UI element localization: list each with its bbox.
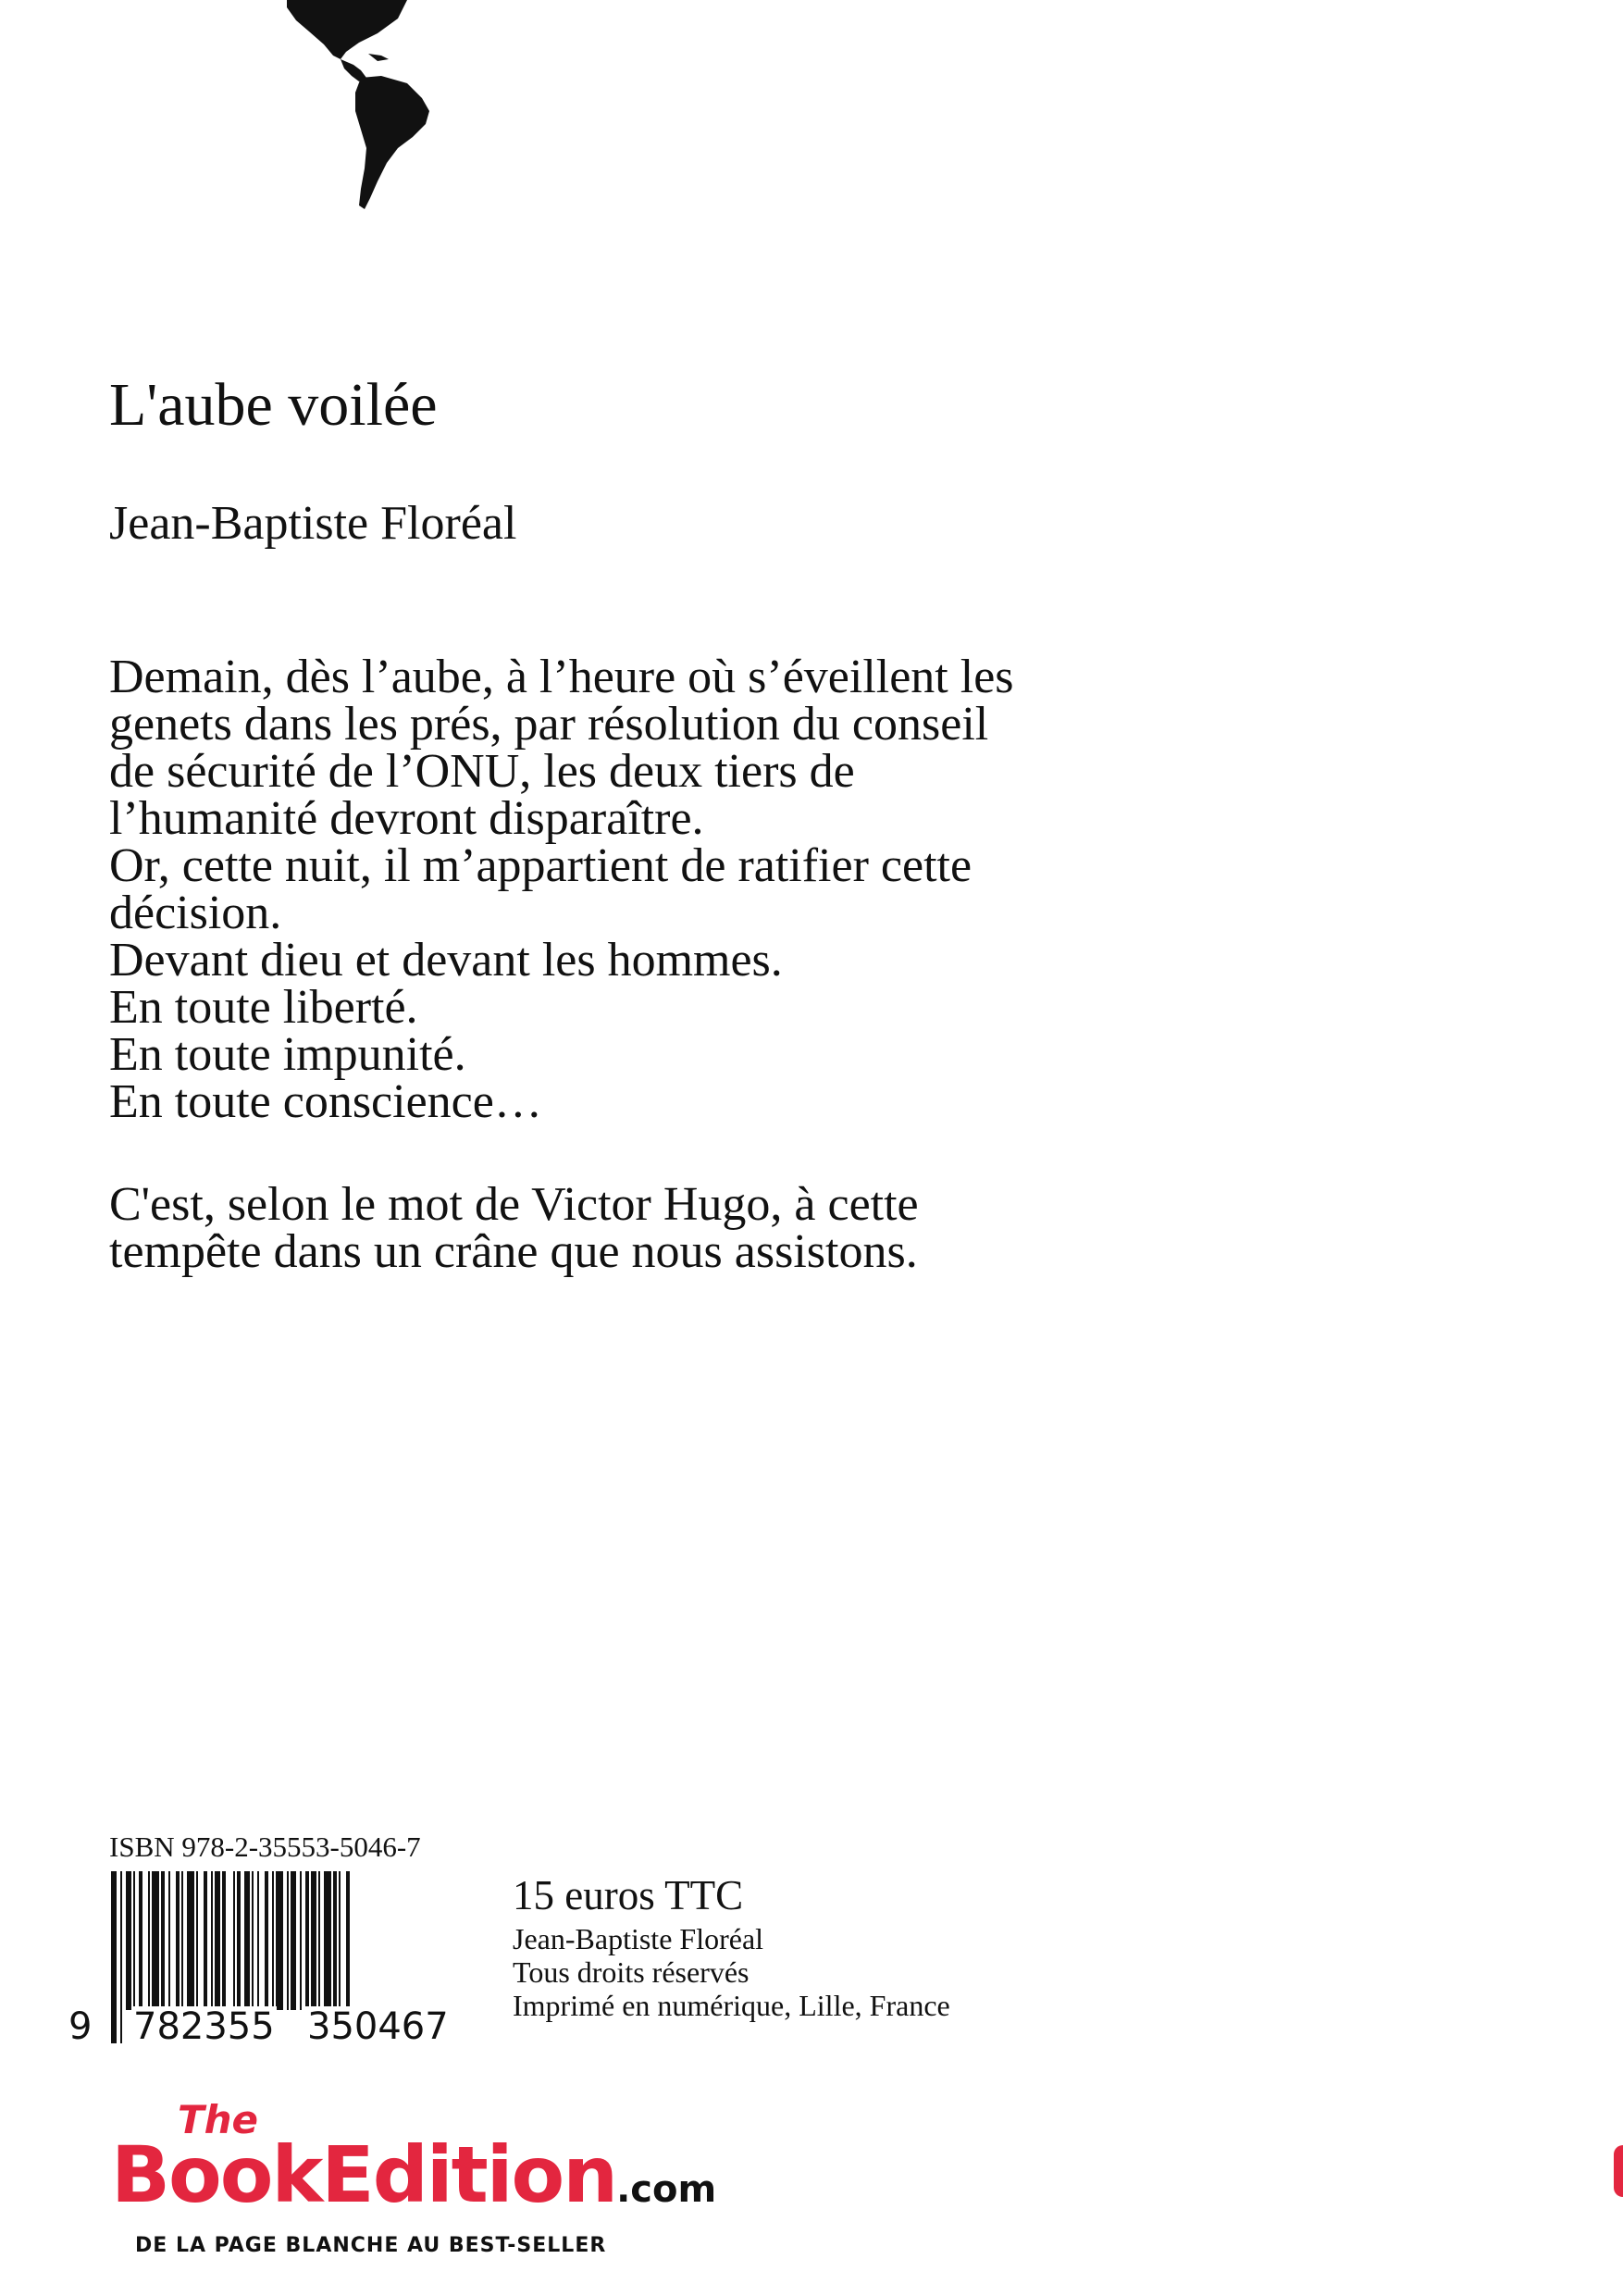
barcode-bar [168, 1871, 170, 2010]
barcode-bar [126, 1871, 131, 2010]
blurb-line: Devant dieu et devant les hommes. [109, 934, 783, 987]
barcode-digits [67, 2006, 465, 2047]
barcode-bar [204, 1871, 207, 2010]
blurb-line: genets dans les prés, par résolution du conseil [109, 698, 989, 751]
blurb-line: En toute conscience… [109, 1075, 542, 1128]
barcode-digit-group-2: 350467 [307, 2005, 449, 2048]
book-author: Jean-Baptiste Floréal [109, 497, 517, 550]
barcode-bar [265, 1871, 268, 2010]
blurb-line: Demain, dès l’aube, à l’heure où s’éveillent les [109, 651, 1014, 703]
blurb-line: de sécurité de l’ONU, les deux tiers de [109, 745, 855, 798]
logo-name: BookEdition [111, 2129, 617, 2220]
barcode-bar [311, 1871, 316, 2010]
imprint-rights: Tous droits réservés [513, 1955, 750, 1989]
imprint-author: Jean-Baptiste Floréal [513, 1922, 764, 1955]
barcode-bar [291, 1871, 296, 2010]
barcode-bar [211, 1871, 213, 2010]
isbn-label: ISBN 978-2-35553-5046-7 [109, 1831, 421, 1863]
blurb-line: En toute liberté. [109, 981, 418, 1034]
americas-map-illustration [268, 0, 490, 222]
imprint-block [513, 1922, 950, 2022]
barcode-bar [305, 1871, 309, 2010]
publisher-logo [111, 2097, 717, 2286]
barcode-digit-first: 9 [68, 2005, 93, 2048]
paragraph-gap [109, 1125, 1312, 1181]
barcode-bar [252, 1871, 254, 2010]
edge-color-mark [1614, 2145, 1623, 2197]
barcode-bar [318, 1871, 320, 2010]
barcode-bar [176, 1871, 180, 2010]
barcode-bar [152, 1871, 159, 2010]
barcode-bar [333, 1871, 337, 2010]
barcode-bar [272, 1871, 274, 2010]
blurb-line: l’humanité devront disparaître. [109, 792, 704, 845]
barcode-bar [148, 1871, 150, 2010]
back-cover-blurb [109, 651, 1312, 1278]
barcode-digit-group-1: 782355 [133, 2005, 275, 2048]
logo-tagline: DE LA PAGE BLANCHE AU BEST-SELLER [135, 2234, 607, 2257]
barcode-bar [287, 1871, 289, 2010]
barcode-bar [215, 1871, 220, 2010]
barcode-bar [244, 1871, 250, 2010]
barcode-bar [161, 1871, 165, 2010]
barcode-bar [222, 1871, 226, 2010]
barcode-bar [324, 1871, 331, 2010]
barcode-bar [133, 1871, 135, 2010]
blurb-line: décision. [109, 887, 282, 939]
price: 15 euros TTC [513, 1872, 744, 1918]
blurb-line: Or, cette nuit, il m’appartient de ratifier cette [109, 839, 973, 892]
imprint-printed: Imprimé en numérique, Lille, France [513, 1989, 950, 2022]
barcode-bar [187, 1871, 194, 2010]
barcode-bar [300, 1871, 302, 2010]
barcode-bar [276, 1871, 283, 2010]
logo-domain: .com [616, 2168, 717, 2211]
logo-the-text: The [178, 2097, 259, 2142]
barcode-bar [181, 1871, 183, 2010]
book-title: L'aube voilée [109, 371, 438, 439]
blurb-closing-line: tempête dans un crâne que nous assistons. [109, 1225, 918, 1278]
barcode-bar [339, 1871, 341, 2010]
logo-wordmark [111, 2129, 717, 2220]
blurb-closing-line: C'est, selon le mot de Victor Hugo, à cette [109, 1178, 919, 1231]
blurb-line: En toute impunité. [109, 1028, 466, 1081]
barcode-bar [196, 1871, 198, 2010]
barcode-bar [139, 1871, 142, 2010]
barcode-bar [257, 1871, 259, 2010]
